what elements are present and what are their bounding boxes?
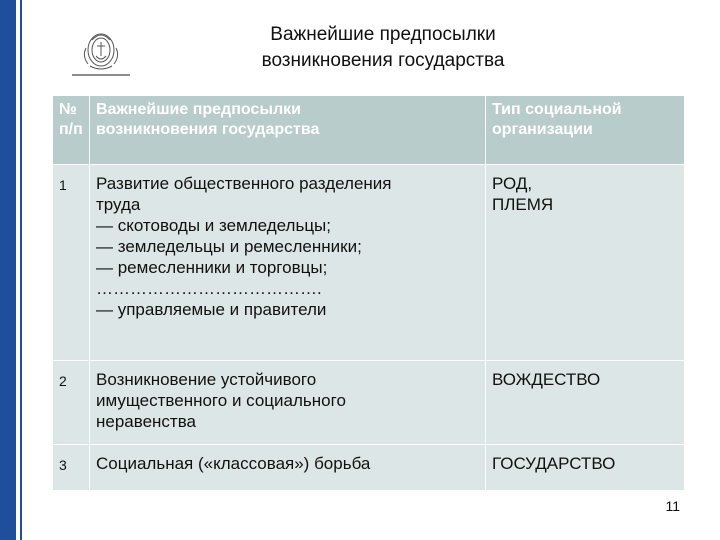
header-prerequisites — [90, 96, 486, 165]
prereq-line: — скотоводы и земледельцы; — [96, 216, 331, 235]
table-row — [53, 165, 685, 361]
prereq-line: — управляемые и правители — [96, 300, 327, 319]
row-prerequisite — [90, 445, 486, 491]
row-organization-type — [486, 361, 685, 445]
row-organization-type — [486, 165, 685, 361]
header-num-line-1: № — [59, 101, 77, 118]
table-row — [53, 445, 685, 491]
type-line: ПЛЕМЯ — [492, 195, 554, 214]
header-type-line-1: Тип социальной — [492, 101, 622, 118]
prereq-line: — ремесленники и торговцы; — [96, 258, 328, 277]
prereq-line: …………………………………. — [96, 279, 322, 298]
left-accent-line — [20, 0, 22, 540]
header-type-line-2: организации — [492, 121, 593, 138]
page-number: 11 — [665, 498, 680, 514]
row-prerequisite — [90, 165, 486, 361]
prerequisites-table — [52, 95, 685, 491]
university-emblem-icon — [70, 26, 132, 82]
prereq-line: труда — [96, 195, 141, 214]
prereq-line: Развитие общественного разделения — [96, 174, 392, 193]
prereq-line: имущественного и социального — [96, 391, 346, 410]
table-header-row — [53, 96, 685, 165]
row-number: 2 — [53, 361, 90, 445]
left-accent-bar — [0, 0, 16, 540]
page-title — [230, 22, 536, 74]
title-line-1: Важнейшие предпосылки — [270, 24, 496, 45]
row-organization-type — [486, 445, 685, 491]
prereq-line: — земледельцы и ремесленники; — [96, 237, 362, 256]
row-prerequisite — [90, 361, 486, 445]
row-number: 1 — [53, 165, 90, 361]
prereq-line: неравенства — [96, 412, 197, 431]
header-prereq-line-2: возникновения государства — [96, 121, 320, 138]
table-row — [53, 361, 685, 445]
title-line-2: возникновения государства — [261, 50, 505, 71]
type-line: РОД, — [492, 174, 533, 193]
prereq-line: Возникновение устойчивого — [96, 370, 317, 389]
header-organization-type — [486, 96, 685, 165]
row-number: 3 — [53, 445, 90, 491]
type-line: ВОЖДЕСТВО — [492, 370, 601, 389]
header-num-line-2: п/п — [59, 121, 83, 138]
prereq-line: Социальная («классовая») борьба — [96, 454, 371, 473]
type-line: ГОСУДАРСТВО — [492, 454, 616, 473]
header-num — [53, 96, 90, 165]
header-prereq-line-1: Важнейшие предпосылки — [96, 101, 301, 118]
